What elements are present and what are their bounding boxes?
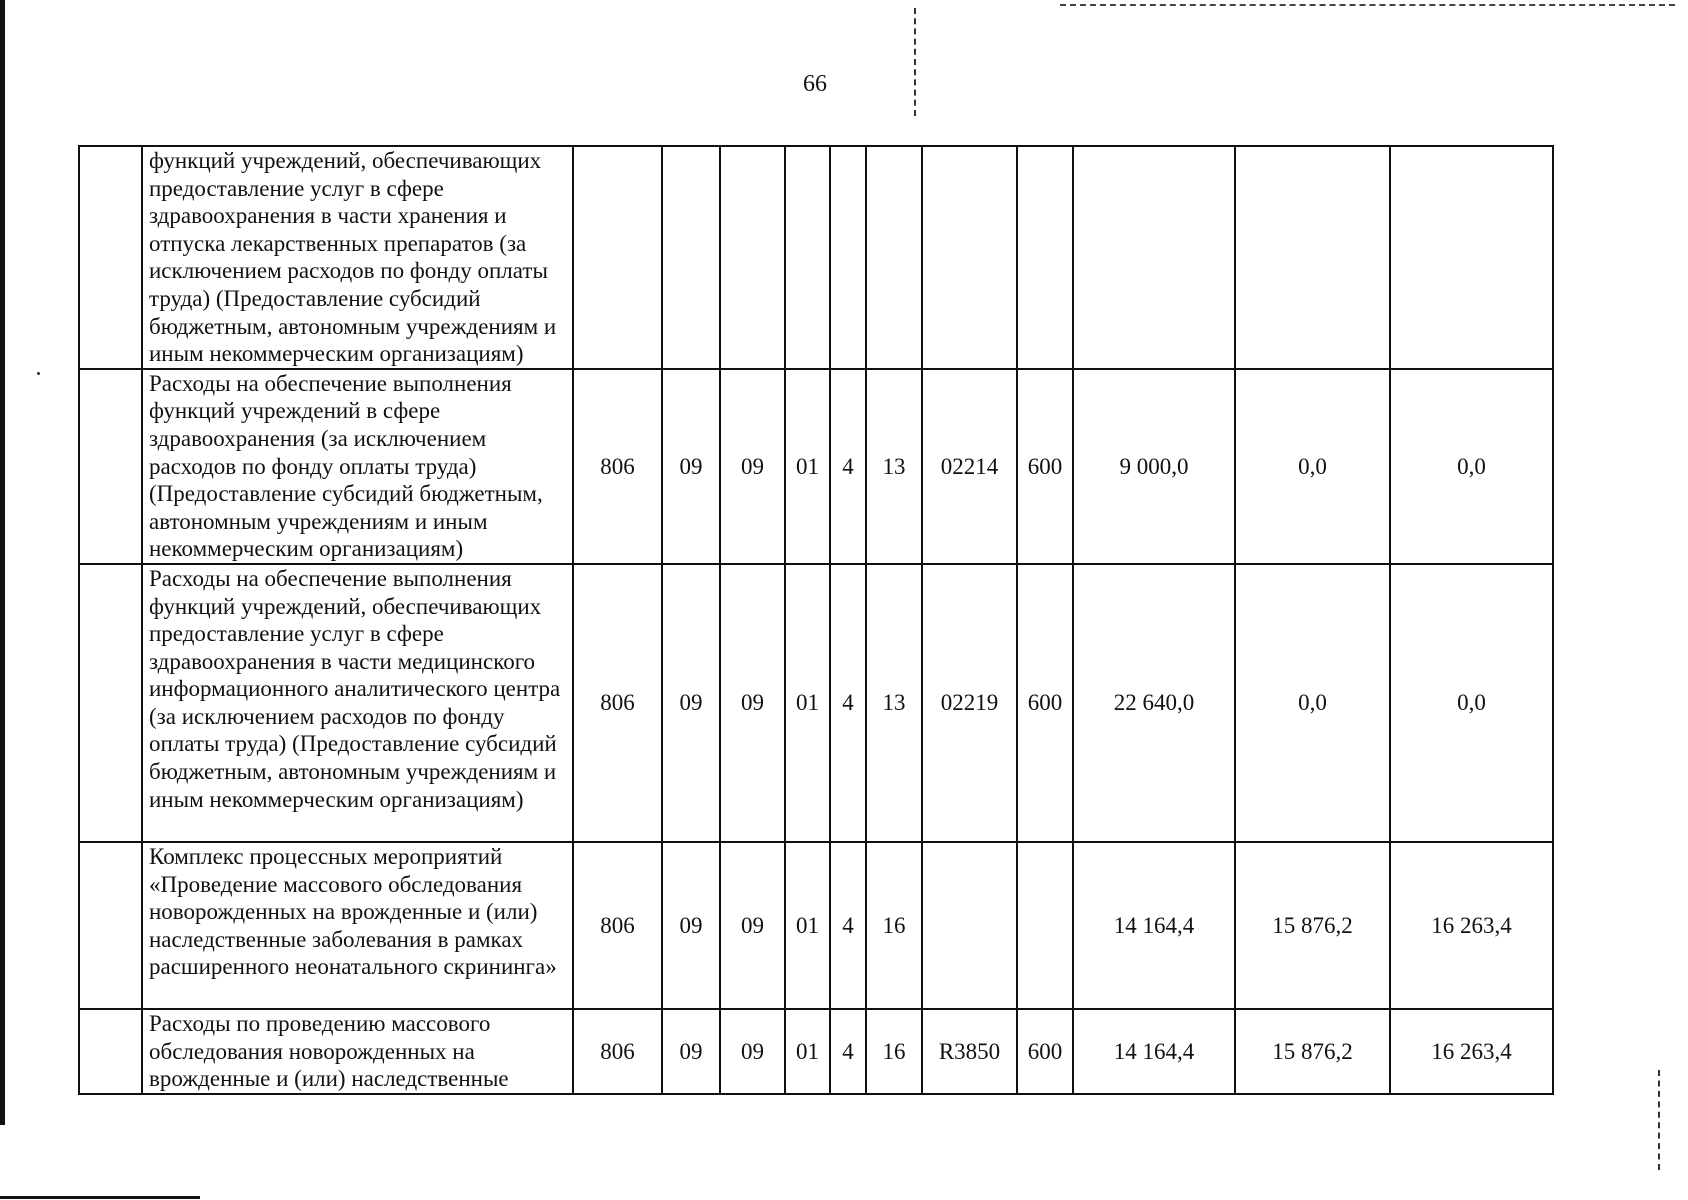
section-code: [662, 146, 720, 369]
sum-year-2: 15 876,2: [1235, 1009, 1390, 1094]
budget-table: [78, 145, 1554, 1095]
program-code: 01: [785, 564, 830, 842]
program-code: 01: [785, 1009, 830, 1094]
section-code: 09: [662, 369, 720, 564]
ministry-code: 806: [573, 564, 662, 842]
page-number: 66: [803, 71, 827, 97]
table-row: [79, 564, 1553, 842]
expense-type-code: 600: [1017, 564, 1073, 842]
subprogram-code: 16: [866, 1009, 922, 1094]
table-row: [79, 146, 1553, 369]
expense-type-code: 600: [1017, 1009, 1073, 1094]
row-number-cell: [79, 842, 142, 1009]
expense-type-code: [1017, 146, 1073, 369]
table-row: [79, 369, 1553, 564]
row-description: функций учреждений, обеспечивающих предоставление услуг в сфере здравоохранения в части хранения и отпуска лекарственных препаратов (за исключением расходов по фонду оплаты труда) (Предоставление субсидий бюджетным, автономным учреждениям и иным некоммерческим организациям): [142, 146, 573, 369]
scan-right-dash: [1658, 1070, 1660, 1170]
subprogram-code: 16: [866, 842, 922, 1009]
row-description: Расходы по проведению массового обследования новорожденных на врожденные и (или) наследственные: [142, 1009, 573, 1094]
sum-year-1: 14 164,4: [1073, 1009, 1235, 1094]
row-number-cell: [79, 1009, 142, 1094]
section-code: 09: [662, 564, 720, 842]
subsection-code: 09: [720, 369, 785, 564]
subprogram-type-code: 4: [830, 369, 866, 564]
subprogram-type-code: 4: [830, 564, 866, 842]
ministry-code: 806: [573, 1009, 662, 1094]
target-code: R3850: [922, 1009, 1017, 1094]
scan-speck: [37, 372, 40, 375]
subsection-code: [720, 146, 785, 369]
sum-year-2: 15 876,2: [1235, 842, 1390, 1009]
sum-year-3: [1390, 146, 1553, 369]
sum-year-3: 16 263,4: [1390, 1009, 1553, 1094]
target-code: 02214: [922, 369, 1017, 564]
expense-type-code: 600: [1017, 369, 1073, 564]
row-description: Комплекс процессных мероприятий «Проведение массового обследования новорожденных на врожденные и (или) наследственные заболевания в рамках расширенного неонатального скрининга»: [142, 842, 573, 1009]
row-number-cell: [79, 146, 142, 369]
program-code: 01: [785, 369, 830, 564]
row-description: Расходы на обеспечение выполнения функций учреждений, обеспечивающих предоставление услуг в сфере здравоохранения в части медицинского информационного аналитического центра (за исключением расходов по фонду оплаты труда) (Предоставление субсидий бюджетным, автономным учреждениям и иным некоммерческим организациям): [142, 564, 573, 842]
sum-year-3: 16 263,4: [1390, 842, 1553, 1009]
subprogram-type-code: 4: [830, 842, 866, 1009]
sum-year-3: 0,0: [1390, 369, 1553, 564]
sum-year-3: 0,0: [1390, 564, 1553, 842]
row-description: Расходы на обеспечение выполнения функций учреждений в сфере здравоохранения (за исключением расходов по фонду оплаты труда) (Предоставление субсидий бюджетным, автономным учреждениям и иным некоммерческим организациям): [142, 369, 573, 564]
section-code: 09: [662, 1009, 720, 1094]
sum-year-1: 14 164,4: [1073, 842, 1235, 1009]
ministry-code: 806: [573, 842, 662, 1009]
subprogram-code: 13: [866, 369, 922, 564]
target-code: [922, 146, 1017, 369]
scan-top-dash: [1060, 4, 1675, 6]
scan-bottom-edge: [0, 1196, 200, 1199]
row-number-cell: [79, 369, 142, 564]
program-code: [785, 146, 830, 369]
subprogram-type-code: [830, 146, 866, 369]
subsection-code: 09: [720, 1009, 785, 1094]
sum-year-1: 9 000,0: [1073, 369, 1235, 564]
scan-left-edge: [0, 0, 5, 1125]
subsection-code: 09: [720, 842, 785, 1009]
ministry-code: [573, 146, 662, 369]
sum-year-2: 0,0: [1235, 564, 1390, 842]
sum-year-2: [1235, 146, 1390, 369]
subsection-code: 09: [720, 564, 785, 842]
table-row: [79, 1009, 1553, 1094]
expense-type-code: [1017, 842, 1073, 1009]
target-code: 02219: [922, 564, 1017, 842]
section-code: 09: [662, 842, 720, 1009]
subprogram-code: [866, 146, 922, 369]
fold-line: [914, 8, 916, 116]
sum-year-1: [1073, 146, 1235, 369]
row-number-cell: [79, 564, 142, 842]
sum-year-2: 0,0: [1235, 369, 1390, 564]
subprogram-type-code: 4: [830, 1009, 866, 1094]
sum-year-1: 22 640,0: [1073, 564, 1235, 842]
subprogram-code: 13: [866, 564, 922, 842]
table-row: [79, 842, 1553, 1009]
program-code: 01: [785, 842, 830, 1009]
target-code: [922, 842, 1017, 1009]
ministry-code: 806: [573, 369, 662, 564]
